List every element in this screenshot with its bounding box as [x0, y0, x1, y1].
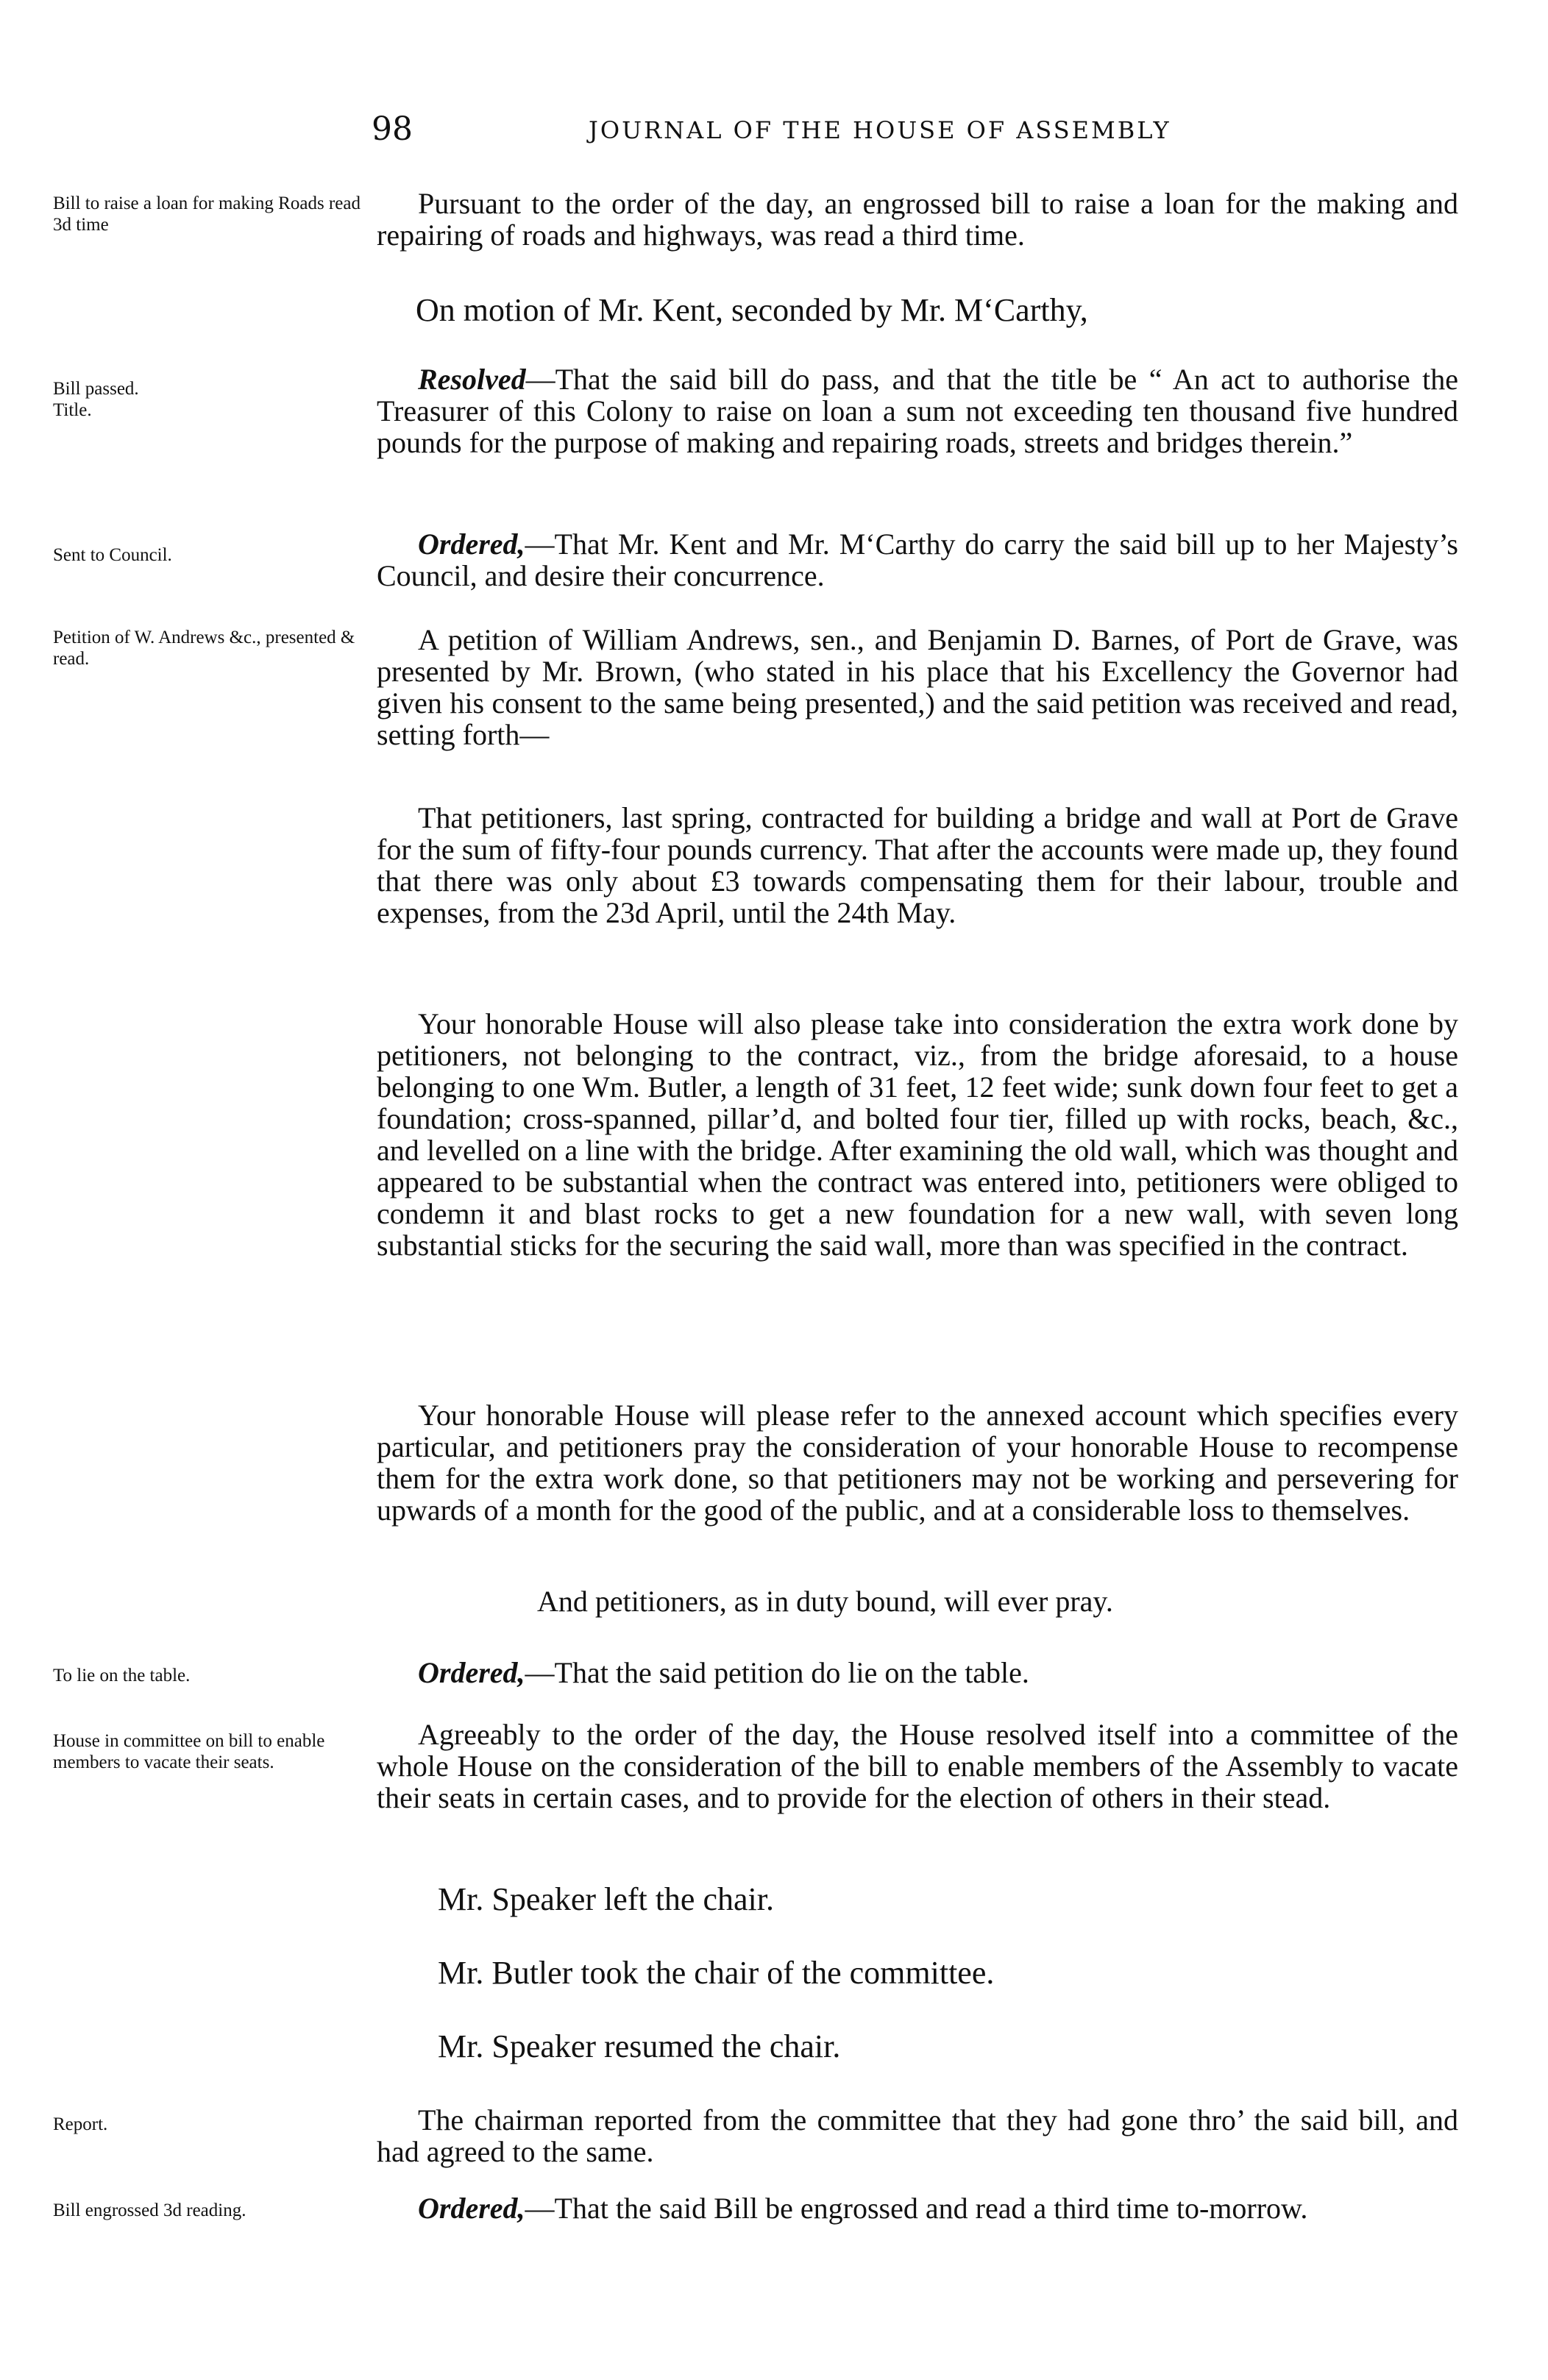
margin-note-petition-presented: Petition of W. Andrews &c., presented & read. [53, 628, 355, 669]
paragraph-butler-chair [438, 1957, 1519, 1989]
paragraph-ordered-engrossed [377, 2192, 1458, 2224]
margin-note-title: Title. [53, 400, 92, 420]
ordered-label-council: Ordered, [418, 527, 525, 561]
butler-chair-text: Mr. Butler took the chair of the committee. [438, 1955, 995, 1991]
paragraph-ordered-table [377, 1657, 1458, 1688]
page-header [0, 110, 1548, 154]
resolved-text: —That the said bill do pass, and that the title be “ An act to authorise the Treasurer of this Colony to raise on loan a sum not exceeding ten thousand five hundred pounds for the purpose of making and repairing roads, streets and bridges therein.” [377, 363, 1458, 459]
page-number: 98 [372, 110, 413, 148]
paragraph-speaker-resumed [438, 2028, 1519, 2064]
resolved-label: Resolved [418, 363, 526, 396]
margin-note-report: Report. [53, 2114, 108, 2134]
margin-note-bill-third-reading: Bill to raise a loan for making Roads read 3d time [53, 193, 361, 235]
paragraph-petitioners-pray: And petitioners, as in duty bound, will ever pray. [537, 1585, 1113, 1618]
paragraph-petition-extra-work: Your honorable House will also please take into consideration the extra work done by petitioners, not belonging to the contract, viz., from the bridge aforesaid, to a house belonging to one Wm. Butler, a length of 31 feet, 12 feet wide; sunk down four feet to get a foundation; cross-spanned, pillar’d, and bolted four tier, filled up with rocks, beach, &c., and levelled on a line with the bridge. After examining the old wall, which was thought and appeared to be substantial when the contract was entered into, petitioners were obliged to condemn it and blast rocks to get a new foundation for a new wall, with seven long substantial sticks for the securing the said wall, more than was specified in the contract. [377, 1007, 1458, 1262]
ordered-text-engrossed: —That the said Bill be engrossed and read a third time to-morrow. [525, 2192, 1308, 2225]
paragraph-petition: A petition of William Andrews, sen., and Benjamin D. Barnes, of Port de Grave, was presented by Mr. Brown, (who stated in his place that his Excellency the Governor had given his consent to the same being presented,) and the said petition was received and read, setting forth— [377, 623, 1458, 751]
ordered-label-table: Ordered, [418, 1656, 525, 1689]
running-head: JOURNAL OF THE HOUSE OF ASSEMBLY [589, 116, 1171, 144]
speaker-left-text: Mr. Speaker left the chair. [438, 1881, 774, 1917]
paragraph-petition-contract: That petitioners, last spring, contracted for building a bridge and wall at Port de Grave for the sum of fifty-four pounds currency. That after the accounts were made up, they found that there was only about £3 towards compensating them for their labour, trouble and expenses, from the 23d April, until the 24th May. [377, 801, 1458, 929]
paragraph-chairman-report: The chairman reported from the committee that they had gone thro’ the said bill, and had agreed to the same. [377, 2103, 1458, 2168]
ordered-text-table: —That the said petition do lie on the table. [525, 1656, 1029, 1689]
margin-note-lie-on-table: To lie on the table. [53, 1666, 191, 1685]
paragraph-committee: Agreeably to the order of the day, the House resolved itself into a committee of the whole House on the consideration of the bill to enable members of the Assembly to vacate their seats in certain cases, and to provide for the election of others in their stead. [377, 1718, 1458, 1814]
ordered-text-council: —That Mr. Kent and Mr. M‘Carthy do carry the said bill up to her Majesty’s Council, and desire their concurrence. [377, 527, 1458, 592]
paragraph-resolved [377, 363, 1458, 458]
margin-note-bill-engrossed: Bill engrossed 3d reading. [53, 2200, 246, 2220]
motion-text: On motion of Mr. Kent, seconded by Mr. M‘Carthy, [416, 292, 1088, 328]
margin-note-sent-to-council: Sent to Council. [53, 545, 172, 565]
paragraph-petition-recompense: Your honorable House will please refer to the annexed account which specifies every particular, and petitioners pray the consideration of your honorable House to recompense them for the extra work done, so that petitioners may not be working and persevering for upwards of a month for the good of the public, and at a considerable loss to themselves. [377, 1399, 1458, 1527]
speaker-resumed-text: Mr. Speaker resumed the chair. [438, 2028, 841, 2064]
paragraph-ordered-council [377, 528, 1458, 592]
paragraph-speaker-left [438, 1883, 1519, 1916]
paragraph-third-reading: Pursuant to the order of the day, an engrossed bill to raise a loan for the making and repairing of roads and highways, was read a third time. [377, 187, 1458, 252]
ordered-label-engrossed: Ordered, [418, 2192, 525, 2225]
paragraph-motion [416, 294, 1497, 327]
margin-note-house-in-committee: House in committee on bill to enable members to vacate their seats. [53, 1731, 325, 1772]
margin-note-bill-passed: Bill passed. [53, 379, 139, 399]
